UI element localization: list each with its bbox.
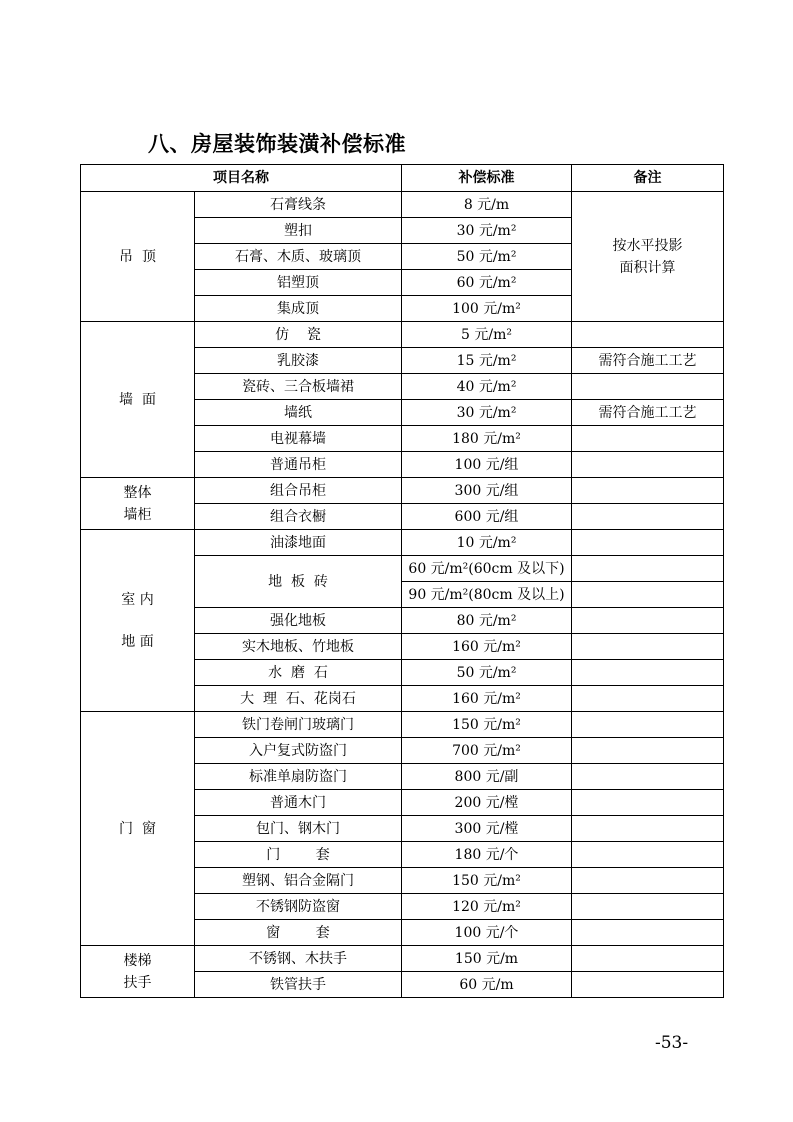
- remark-cell: [572, 946, 724, 972]
- item-cell: 石膏线条: [195, 192, 402, 218]
- rate-cell: 800 元/副: [402, 764, 572, 790]
- item-cell: 大 理 石、花岗石: [195, 686, 402, 712]
- item-cell: 不锈钢、木扶手: [195, 946, 402, 972]
- remark-cell: [572, 556, 724, 582]
- item-cell: 铁门卷闸门玻璃门: [195, 712, 402, 738]
- rate-cell: 100 元/m²: [402, 296, 572, 322]
- item-cell: 塑扣: [195, 218, 402, 244]
- category-line: 地 面: [121, 633, 154, 650]
- category-line: 扶手: [123, 974, 152, 991]
- item-cell: 电视幕墙: [195, 426, 402, 452]
- item-cell: 石膏、木质、玻璃顶: [195, 244, 402, 270]
- item-cell: 地 板 砖: [195, 556, 402, 608]
- remark-cell: [572, 738, 724, 764]
- table-row: [81, 530, 724, 556]
- item-cell: 铁管扶手: [195, 972, 402, 998]
- item-cell: 乳胶漆: [195, 348, 402, 374]
- item-cell: 门 套: [195, 842, 402, 868]
- category-doors: 门 窗: [81, 712, 195, 946]
- rate-cell: 50 元/m²: [402, 660, 572, 686]
- rate-cell: 120 元/m²: [402, 894, 572, 920]
- page-title: 八、房屋装饰装潢补偿标准: [148, 132, 406, 156]
- table-row: [81, 322, 724, 348]
- header-standard: 补偿标准: [402, 165, 572, 192]
- item-cell: 不锈钢防盗窗: [195, 894, 402, 920]
- remark-cell: [572, 920, 724, 946]
- remark-cell: [572, 764, 724, 790]
- remark-cell: [572, 816, 724, 842]
- rate-cell: 300 元/组: [402, 478, 572, 504]
- item-cell: 水 磨 石: [195, 660, 402, 686]
- item-cell: 入户复式防盗门: [195, 738, 402, 764]
- remark-cell: [572, 426, 724, 452]
- rate-cell: 10 元/m²: [402, 530, 572, 556]
- item-cell: 标准单扇防盗门: [195, 764, 402, 790]
- remark-cell: [572, 790, 724, 816]
- category-wall: 墙 面: [81, 322, 195, 478]
- remark-cell: [572, 660, 724, 686]
- remark-cell: [572, 452, 724, 478]
- header-item-name: 项目名称: [81, 165, 402, 192]
- rate-cell: 300 元/樘: [402, 816, 572, 842]
- rate-cell: 160 元/m²: [402, 634, 572, 660]
- rate-cell: 60 元/m: [402, 972, 572, 998]
- remark-cell: [572, 322, 724, 348]
- rate-cell: 5 元/m²: [402, 322, 572, 348]
- remark-ceiling: [572, 192, 724, 322]
- remark-cell: [572, 504, 724, 530]
- item-cell: 油漆地面: [195, 530, 402, 556]
- category-floor: [81, 530, 195, 712]
- remark-cell: [572, 608, 724, 634]
- table-row: [81, 712, 724, 738]
- rate-cell: 700 元/m²: [402, 738, 572, 764]
- rate-cell: 100 元/个: [402, 920, 572, 946]
- compensation-table: [80, 164, 724, 998]
- remark-cell: [572, 868, 724, 894]
- rate-cell: 600 元/组: [402, 504, 572, 530]
- item-cell: 塑钢、铝合金隔门: [195, 868, 402, 894]
- rate-cell: 40 元/m²: [402, 374, 572, 400]
- remark-cell: [572, 972, 724, 998]
- table-row: [81, 946, 724, 972]
- rate-cell: 60 元/m²(60cm 及以下): [402, 556, 572, 582]
- rate-cell: 30 元/m²: [402, 218, 572, 244]
- item-cell: 普通木门: [195, 790, 402, 816]
- category-cabinet: [81, 478, 195, 530]
- category-ceiling: 吊 顶: [81, 192, 195, 322]
- table-row: [81, 192, 724, 218]
- rate-cell: 180 元/m²: [402, 426, 572, 452]
- item-cell: 包门、钢木门: [195, 816, 402, 842]
- item-cell: 墙纸: [195, 400, 402, 426]
- rate-cell: 200 元/樘: [402, 790, 572, 816]
- rate-cell: 90 元/m²(80cm 及以上): [402, 582, 572, 608]
- item-cell: 瓷砖、三合板墙裙: [195, 374, 402, 400]
- remark-cell: [572, 530, 724, 556]
- rate-cell: 30 元/m²: [402, 400, 572, 426]
- remark-cell: [572, 842, 724, 868]
- item-cell: 强化地板: [195, 608, 402, 634]
- item-cell: 组合衣橱: [195, 504, 402, 530]
- remark-cell: 需符合施工工艺: [572, 348, 724, 374]
- header-remark: 备注: [572, 165, 724, 192]
- remark-cell: [572, 582, 724, 608]
- category-line: 整体: [123, 484, 152, 501]
- table-header-row: [81, 165, 724, 192]
- rate-cell: 100 元/组: [402, 452, 572, 478]
- category-stairs: [81, 946, 195, 998]
- item-cell: 组合吊柜: [195, 478, 402, 504]
- rate-cell: 150 元/m: [402, 946, 572, 972]
- rate-cell: 150 元/m²: [402, 712, 572, 738]
- remark-cell: [572, 894, 724, 920]
- item-cell: 铝塑顶: [195, 270, 402, 296]
- remark-cell: [572, 478, 724, 504]
- remark-cell: [572, 634, 724, 660]
- item-cell: 集成顶: [195, 296, 402, 322]
- rate-cell: 180 元/个: [402, 842, 572, 868]
- page-number: -53-: [655, 1033, 689, 1053]
- table-row: [81, 478, 724, 504]
- category-line: 楼梯: [123, 952, 152, 969]
- item-cell: 普通吊柜: [195, 452, 402, 478]
- category-line: 墙柜: [123, 506, 152, 523]
- remark-cell: [572, 712, 724, 738]
- item-cell: 窗 套: [195, 920, 402, 946]
- rate-cell: 150 元/m²: [402, 868, 572, 894]
- item-cell: 实木地板、竹地板: [195, 634, 402, 660]
- rate-cell: 60 元/m²: [402, 270, 572, 296]
- remark-cell: [572, 374, 724, 400]
- rate-cell: 160 元/m²: [402, 686, 572, 712]
- remark-cell: 需符合施工工艺: [572, 400, 724, 426]
- rate-cell: 50 元/m²: [402, 244, 572, 270]
- remark-cell: [572, 686, 724, 712]
- category-line: 室 内: [121, 591, 154, 608]
- remark-line: 面积计算: [619, 259, 676, 276]
- rate-cell: 8 元/m: [402, 192, 572, 218]
- item-cell: 仿 瓷: [195, 322, 402, 348]
- rate-cell: 80 元/m²: [402, 608, 572, 634]
- remark-line: 按水平投影: [612, 237, 683, 254]
- rate-cell: 15 元/m²: [402, 348, 572, 374]
